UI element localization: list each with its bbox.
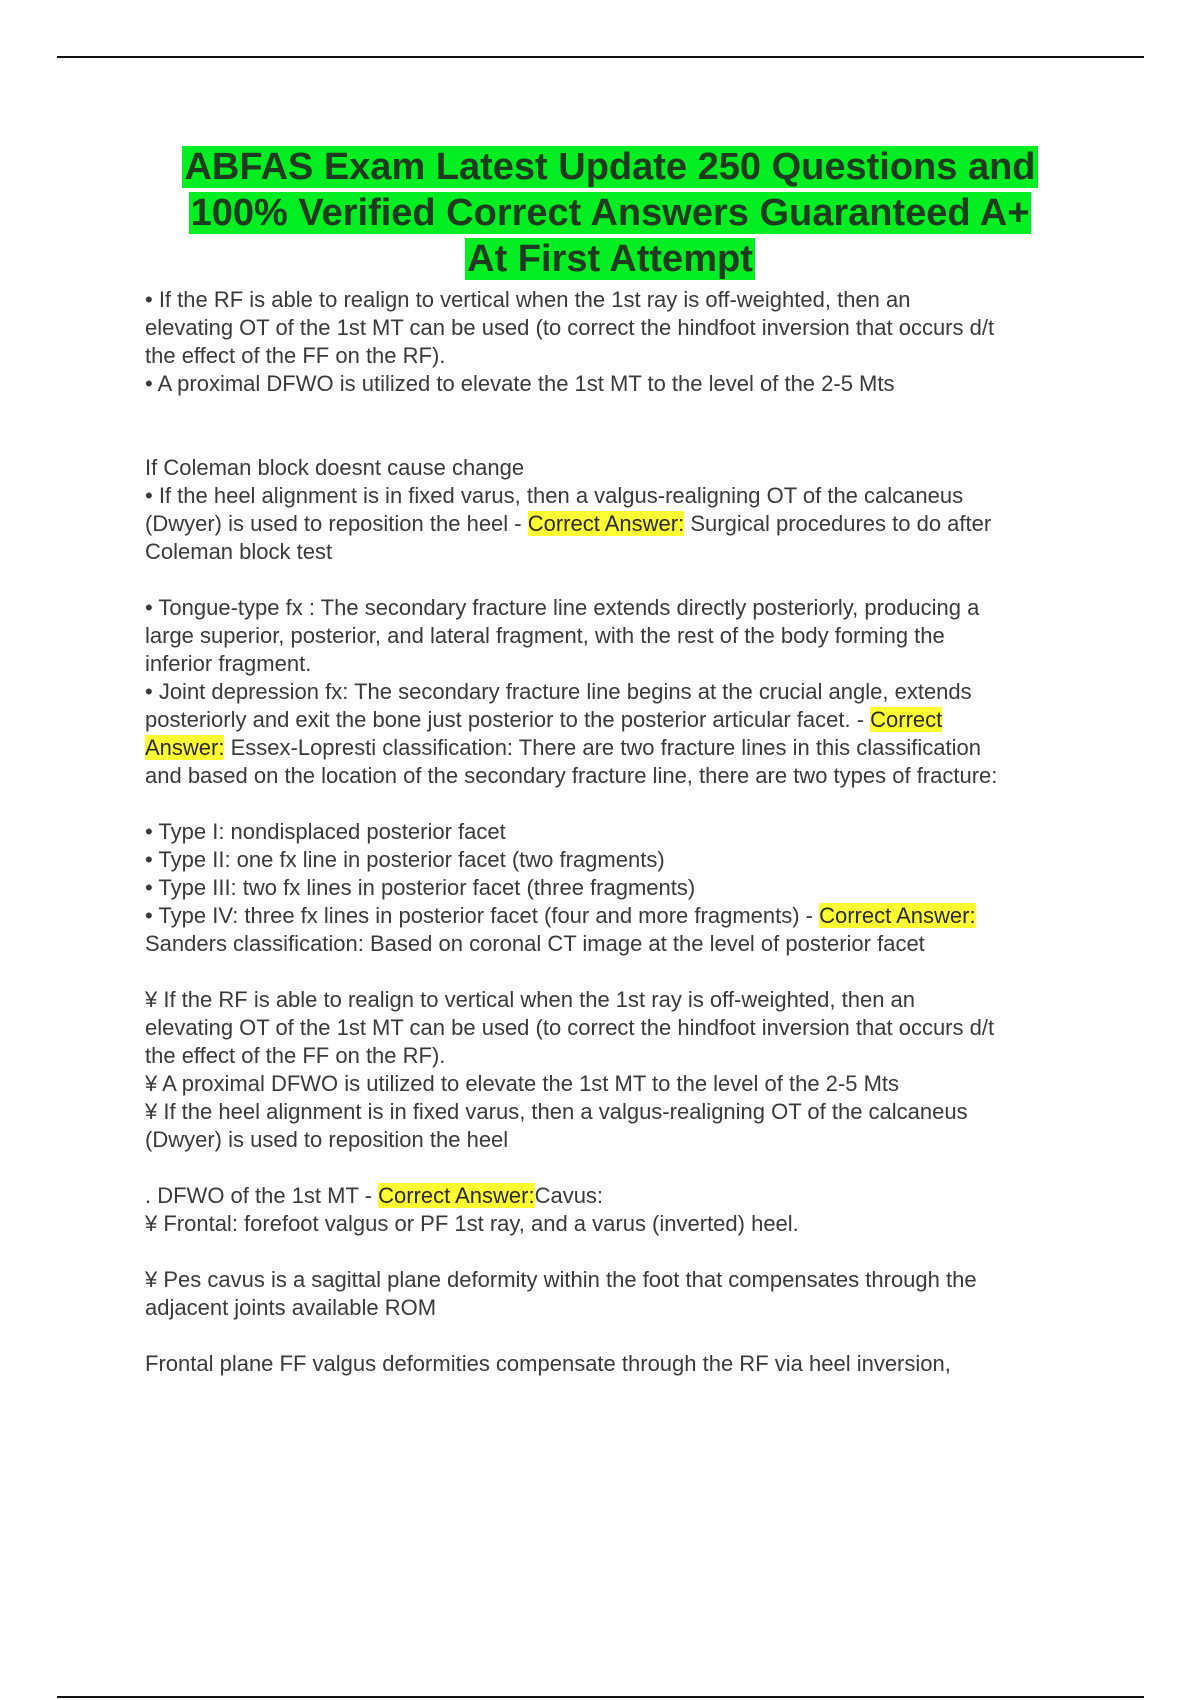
text-line: Coleman block test xyxy=(145,539,333,564)
text-line: ¥ A proximal DFWO is utilized to elevate the 1st MT to the level of the 2-5 Mts xyxy=(145,1071,900,1096)
text-line: Frontal plane FF valgus deformities compensate through the RF via heel inversion, xyxy=(145,1351,951,1376)
paragraph-4 xyxy=(145,818,1090,958)
text-line: Sanders classification: Based on coronal CT image at the level of posterior facet xyxy=(145,931,925,956)
paragraph-1 xyxy=(145,286,1090,398)
text-segment: . DFWO of the 1st MT - xyxy=(145,1183,379,1208)
text-segment: Surgical procedures to do after xyxy=(690,511,992,536)
document-body xyxy=(145,286,1090,1378)
text-line: • If the heel alignment is in fixed varus, then a valgus-realigning OT of the calcaneus xyxy=(145,483,964,508)
correct-answer-highlight: Correct Answer: xyxy=(527,511,685,536)
paragraph-3 xyxy=(145,594,1090,790)
paragraph-2 xyxy=(145,454,1090,566)
text-line-with-answer xyxy=(145,734,1090,762)
text-line: • Joint depression fx: The secondary fracture line begins at the crucial angle, extends xyxy=(145,679,972,704)
top-rule xyxy=(57,56,1144,58)
text-line: • Type III: two fx lines in posterior facet (three fragments) xyxy=(145,875,696,900)
bottom-rule xyxy=(57,1696,1144,1698)
text-line: the effect of the FF on the RF). xyxy=(145,1043,446,1068)
text-segment: Cavus: xyxy=(534,1183,604,1208)
text-line: • A proximal DFWO is utilized to elevate the 1st MT to the level of the 2-5 Mts xyxy=(145,371,895,396)
title-line-3: At First Attempt xyxy=(467,238,753,280)
text-line-with-answer xyxy=(145,1182,1090,1210)
text-line: • Type II: one fx line in posterior facet (two fragments) xyxy=(145,847,665,872)
text-line: • Type I: nondisplaced posterior facet xyxy=(145,819,506,844)
paragraph-7 xyxy=(145,1266,1090,1322)
text-line: elevating OT of the 1st MT can be used (to correct the hindfoot inversion that occurs d/t xyxy=(145,1015,995,1040)
text-line-with-answer xyxy=(145,706,1090,734)
text-segment: Essex-Lopresti classification: There are two fracture lines in this classification xyxy=(224,735,981,760)
text-segment: posteriorly and exit the bone just posterior to the posterior articular facet. - xyxy=(145,707,871,732)
text-line: (Dwyer) is used to reposition the heel xyxy=(145,1127,509,1152)
correct-answer-highlight: Correct xyxy=(870,707,943,732)
text-segment: (Dwyer) is used to reposition the heel - xyxy=(145,511,528,536)
text-line: large superior, posterior, and lateral fragment, with the rest of the body forming the xyxy=(145,623,945,648)
text-line: inferior fragment. xyxy=(145,651,312,676)
text-line: the effect of the FF on the RF). xyxy=(145,343,446,368)
correct-answer-highlight: Answer: xyxy=(145,735,225,760)
text-line: • If the RF is able to realign to vertical when the 1st ray is off-weighted, then an xyxy=(145,287,911,312)
text-line: If Coleman block doesnt cause change xyxy=(145,455,525,480)
text-segment: • Type IV: three fx lines in posterior facet (four and more fragments) - xyxy=(145,903,820,928)
title-line-2: 100% Verified Correct Answers Guaranteed A+ xyxy=(190,192,1030,234)
text-line-with-answer xyxy=(145,510,1090,538)
text-line: and based on the location of the secondary fracture line, there are two types of fracture: xyxy=(145,763,998,788)
paragraph-8 xyxy=(145,1350,1090,1378)
paragraph-5 xyxy=(145,986,1090,1154)
paragraph-6 xyxy=(145,1182,1090,1238)
title-line-1: ABFAS Exam Latest Update 250 Questions and xyxy=(184,146,1036,188)
correct-answer-highlight: Correct Answer: xyxy=(378,1183,535,1208)
text-line: ¥ Frontal: forefoot valgus or PF 1st ray, and a varus (inverted) heel. xyxy=(145,1211,799,1236)
correct-answer-highlight: Correct Answer: xyxy=(819,903,976,928)
text-line-with-answer xyxy=(145,902,1090,930)
text-line: ¥ If the heel alignment is in fixed varus, then a valgus-realigning OT of the calcaneus xyxy=(145,1099,968,1124)
document-title xyxy=(150,144,1070,282)
text-line: ¥ If the RF is able to realign to vertical when the 1st ray is off-weighted, then an xyxy=(145,987,916,1012)
text-line: • Tongue-type fx : The secondary fracture line extends directly posteriorly, producing a xyxy=(145,595,980,620)
text-line: adjacent joints available ROM xyxy=(145,1295,437,1320)
text-line: elevating OT of the 1st MT can be used (to correct the hindfoot inversion that occurs d/t xyxy=(145,315,995,340)
text-line: ¥ Pes cavus is a sagittal plane deformity within the foot that compensates through the xyxy=(145,1267,977,1292)
